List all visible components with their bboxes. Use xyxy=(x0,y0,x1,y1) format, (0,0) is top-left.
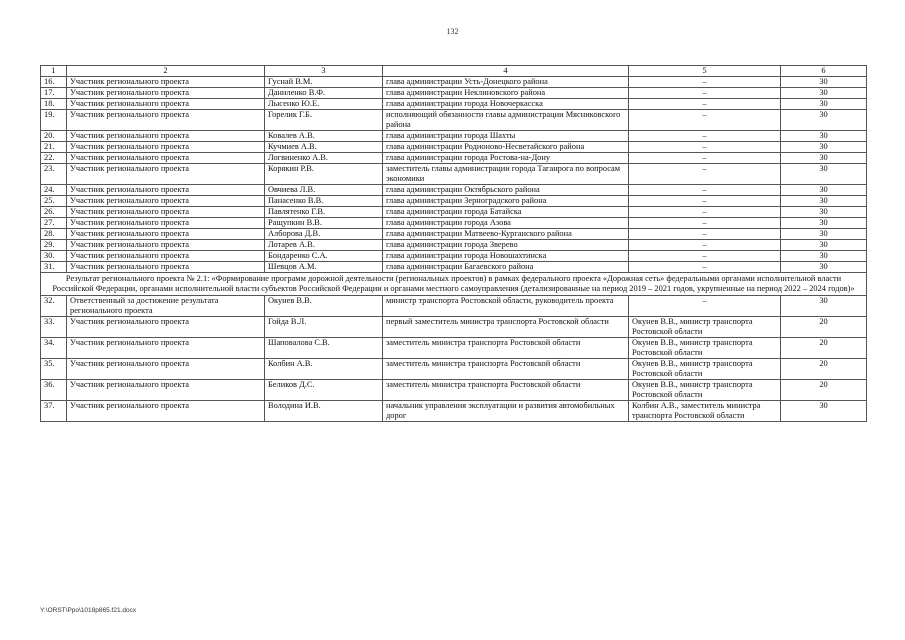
row-name: Ращупкин В.В. xyxy=(265,218,383,229)
header-cell-1: 1 xyxy=(41,66,67,77)
table-row xyxy=(41,77,867,88)
table-row xyxy=(41,142,867,153)
row-number: 20. xyxy=(41,131,67,142)
row-role: Участник регионального проекта xyxy=(67,338,265,359)
row-number: 16. xyxy=(41,77,67,88)
table-row xyxy=(41,153,867,164)
row-role: Участник регионального проекта xyxy=(67,77,265,88)
row-manager: – xyxy=(629,218,781,229)
header-cell-4: 4 xyxy=(383,66,629,77)
row-name: Горелик Г.Б. xyxy=(265,110,383,131)
row-name: Кучмиев А.В. xyxy=(265,142,383,153)
row-role: Участник регионального проекта xyxy=(67,164,265,185)
row-manager: – xyxy=(629,110,781,131)
project-participants-table xyxy=(40,65,867,422)
row-percent: 30 xyxy=(781,240,867,251)
row-percent: 20 xyxy=(781,317,867,338)
row-number: 33. xyxy=(41,317,67,338)
row-name: Алборова Д.В. xyxy=(265,229,383,240)
row-percent: 30 xyxy=(781,164,867,185)
row-manager: – xyxy=(629,185,781,196)
row-number: 22. xyxy=(41,153,67,164)
row-position: глава администрации города Азова xyxy=(383,218,629,229)
table-row xyxy=(41,185,867,196)
row-manager: Окунев В.В., министр транспорта Ростовской области xyxy=(629,317,781,338)
row-name: Беликов Д.С. xyxy=(265,380,383,401)
row-manager: Окунев В.В., министр транспорта Ростовской области xyxy=(629,338,781,359)
row-role: Участник регионального проекта xyxy=(67,185,265,196)
row-role: Участник регионального проекта xyxy=(67,251,265,262)
header-cell-5: 5 xyxy=(629,66,781,77)
row-role: Участник регионального проекта xyxy=(67,380,265,401)
row-manager: – xyxy=(629,153,781,164)
row-percent: 30 xyxy=(781,88,867,99)
section-result-text: Результат регионального проекта № 2.1: «Формирование программ дорожной деятельности (региональных проектов) в рамках федерального проекта «Дорожная сеть» федеральными органами исполнительной власти Российской Федерации, органами исполнительной власти субъектов Российской Федерации и органами местного самоуправления (детализированные на период 2019 – 2021 годов, укрупненные на период 2022 – 2024 годов)» xyxy=(41,273,867,296)
row-position: заместитель главы администрации города Таганрога по вопросам экономики xyxy=(383,164,629,185)
table-row xyxy=(41,196,867,207)
row-position: глава администрации Усть-Донецкого района xyxy=(383,77,629,88)
file-path-footer: Y:\ORST\Ppo\1018p865.f21.docx xyxy=(40,607,137,614)
row-name: Володина И.В. xyxy=(265,401,383,422)
section-result-row xyxy=(41,273,867,296)
row-percent: 30 xyxy=(781,99,867,110)
row-percent: 30 xyxy=(781,251,867,262)
row-manager: – xyxy=(629,131,781,142)
row-percent: 30 xyxy=(781,229,867,240)
row-position: заместитель министра транспорта Ростовской области xyxy=(383,359,629,380)
row-number: 36. xyxy=(41,380,67,401)
row-position: заместитель министра транспорта Ростовской области xyxy=(383,380,629,401)
row-number: 18. xyxy=(41,99,67,110)
row-role: Участник регионального проекта xyxy=(67,99,265,110)
row-number: 31. xyxy=(41,262,67,273)
row-role: Участник регионального проекта xyxy=(67,240,265,251)
row-percent: 30 xyxy=(781,296,867,317)
table-row xyxy=(41,317,867,338)
table-row xyxy=(41,251,867,262)
row-name: Бондаренко С.А. xyxy=(265,251,383,262)
row-percent: 20 xyxy=(781,338,867,359)
row-percent: 30 xyxy=(781,131,867,142)
row-name: Даниленко В.Ф. xyxy=(265,88,383,99)
table-row xyxy=(41,380,867,401)
row-position: глава администрации города Новошахтинска xyxy=(383,251,629,262)
row-role: Участник регионального проекта xyxy=(67,359,265,380)
row-position: заместитель министра транспорта Ростовской области xyxy=(383,338,629,359)
row-manager: – xyxy=(629,196,781,207)
row-name: Колбин А.В. xyxy=(265,359,383,380)
table-row xyxy=(41,88,867,99)
row-role: Участник регионального проекта xyxy=(67,401,265,422)
table-row xyxy=(41,240,867,251)
row-number: 28. xyxy=(41,229,67,240)
row-percent: 30 xyxy=(781,262,867,273)
row-percent: 30 xyxy=(781,185,867,196)
table-row xyxy=(41,359,867,380)
row-percent: 30 xyxy=(781,77,867,88)
row-manager: – xyxy=(629,99,781,110)
row-number: 17. xyxy=(41,88,67,99)
row-position: глава администрации города Ростова-на-Дону xyxy=(383,153,629,164)
row-name: Гойда В.Л. xyxy=(265,317,383,338)
row-manager: Колбин А.В., заместитель министра транспорта Ростовской области xyxy=(629,401,781,422)
table-row xyxy=(41,110,867,131)
row-name: Гуснай В.М. xyxy=(265,77,383,88)
row-position: глава администрации Неклиновского района xyxy=(383,88,629,99)
row-name: Ковалев А.В. xyxy=(265,131,383,142)
row-name: Шевцов А.М. xyxy=(265,262,383,273)
row-percent: 20 xyxy=(781,380,867,401)
row-role: Ответственный за достижение результата регионального проекта xyxy=(67,296,265,317)
row-manager: – xyxy=(629,164,781,185)
row-percent: 30 xyxy=(781,401,867,422)
page-number: 132 xyxy=(446,27,459,36)
row-number: 35. xyxy=(41,359,67,380)
row-number: 29. xyxy=(41,240,67,251)
row-name: Павлятенко Г.В. xyxy=(265,207,383,218)
table-body xyxy=(41,66,867,422)
row-manager: – xyxy=(629,88,781,99)
table-row xyxy=(41,229,867,240)
row-number: 27. xyxy=(41,218,67,229)
row-role: Участник регионального проекта xyxy=(67,262,265,273)
table-row xyxy=(41,401,867,422)
row-position: глава администрации Багаевского района xyxy=(383,262,629,273)
table-row xyxy=(41,338,867,359)
row-role: Участник регионального проекта xyxy=(67,317,265,338)
row-number: 25. xyxy=(41,196,67,207)
row-percent: 30 xyxy=(781,110,867,131)
row-manager: – xyxy=(629,229,781,240)
row-manager: Окунев В.В., министр транспорта Ростовской области xyxy=(629,380,781,401)
table-row xyxy=(41,131,867,142)
row-role: Участник регионального проекта xyxy=(67,229,265,240)
row-position: глава администрации Октябрьского района xyxy=(383,185,629,196)
table-header-row xyxy=(41,66,867,77)
row-number: 37. xyxy=(41,401,67,422)
header-cell-3: 3 xyxy=(265,66,383,77)
row-name: Панасенко В.В. xyxy=(265,196,383,207)
row-manager: – xyxy=(629,296,781,317)
row-manager: – xyxy=(629,251,781,262)
row-position: глава администрации города Шахты xyxy=(383,131,629,142)
row-position: глава администрации Зерноградского района xyxy=(383,196,629,207)
row-number: 34. xyxy=(41,338,67,359)
row-name: Лысенко Ю.Е. xyxy=(265,99,383,110)
table-row xyxy=(41,296,867,317)
table-row xyxy=(41,164,867,185)
row-position: глава администрации Матвеево-Курганского района xyxy=(383,229,629,240)
row-number: 32. xyxy=(41,296,67,317)
row-manager: Окунев В.В., министр транспорта Ростовской области xyxy=(629,359,781,380)
row-role: Участник регионального проекта xyxy=(67,142,265,153)
row-role: Участник регионального проекта xyxy=(67,196,265,207)
row-percent: 30 xyxy=(781,142,867,153)
row-name: Логвиненко А.В. xyxy=(265,153,383,164)
table-row xyxy=(41,207,867,218)
row-percent: 30 xyxy=(781,207,867,218)
row-position: министр транспорта Ростовской области, руководитель проекта xyxy=(383,296,629,317)
row-role: Участник регионального проекта xyxy=(67,218,265,229)
row-position: глава администрации города Зверево xyxy=(383,240,629,251)
row-role: Участник регионального проекта xyxy=(67,88,265,99)
row-name: Овчиева Л.В. xyxy=(265,185,383,196)
row-role: Участник регионального проекта xyxy=(67,207,265,218)
row-name: Окунев В.В. xyxy=(265,296,383,317)
row-percent: 30 xyxy=(781,153,867,164)
row-number: 26. xyxy=(41,207,67,218)
row-name: Шаповалова С.В. xyxy=(265,338,383,359)
row-position: первый заместитель министра транспорта Ростовской области xyxy=(383,317,629,338)
row-name: Лотарев А.В. xyxy=(265,240,383,251)
row-number: 24. xyxy=(41,185,67,196)
row-position: начальник управления эксплуатации и развития автомобильных дорог xyxy=(383,401,629,422)
table-row xyxy=(41,99,867,110)
row-name: Корякин Р.В. xyxy=(265,164,383,185)
row-position: глава администрации города Новочеркасска xyxy=(383,99,629,110)
table-row xyxy=(41,218,867,229)
row-percent: 20 xyxy=(781,359,867,380)
row-percent: 30 xyxy=(781,218,867,229)
row-number: 21. xyxy=(41,142,67,153)
row-position: глава администрации города Батайска xyxy=(383,207,629,218)
row-position: глава администрации Родионово-Несветайского района xyxy=(383,142,629,153)
header-cell-2: 2 xyxy=(67,66,265,77)
row-number: 19. xyxy=(41,110,67,131)
row-role: Участник регионального проекта xyxy=(67,153,265,164)
row-manager: – xyxy=(629,262,781,273)
row-manager: – xyxy=(629,240,781,251)
row-number: 23. xyxy=(41,164,67,185)
row-role: Участник регионального проекта xyxy=(67,110,265,131)
row-manager: – xyxy=(629,77,781,88)
row-manager: – xyxy=(629,142,781,153)
header-cell-6: 6 xyxy=(781,66,867,77)
row-manager: – xyxy=(629,207,781,218)
row-percent: 30 xyxy=(781,196,867,207)
table-row xyxy=(41,262,867,273)
row-position: исполняющий обязанности главы администрации Мясниковского района xyxy=(383,110,629,131)
row-number: 30. xyxy=(41,251,67,262)
row-role: Участник регионального проекта xyxy=(67,131,265,142)
